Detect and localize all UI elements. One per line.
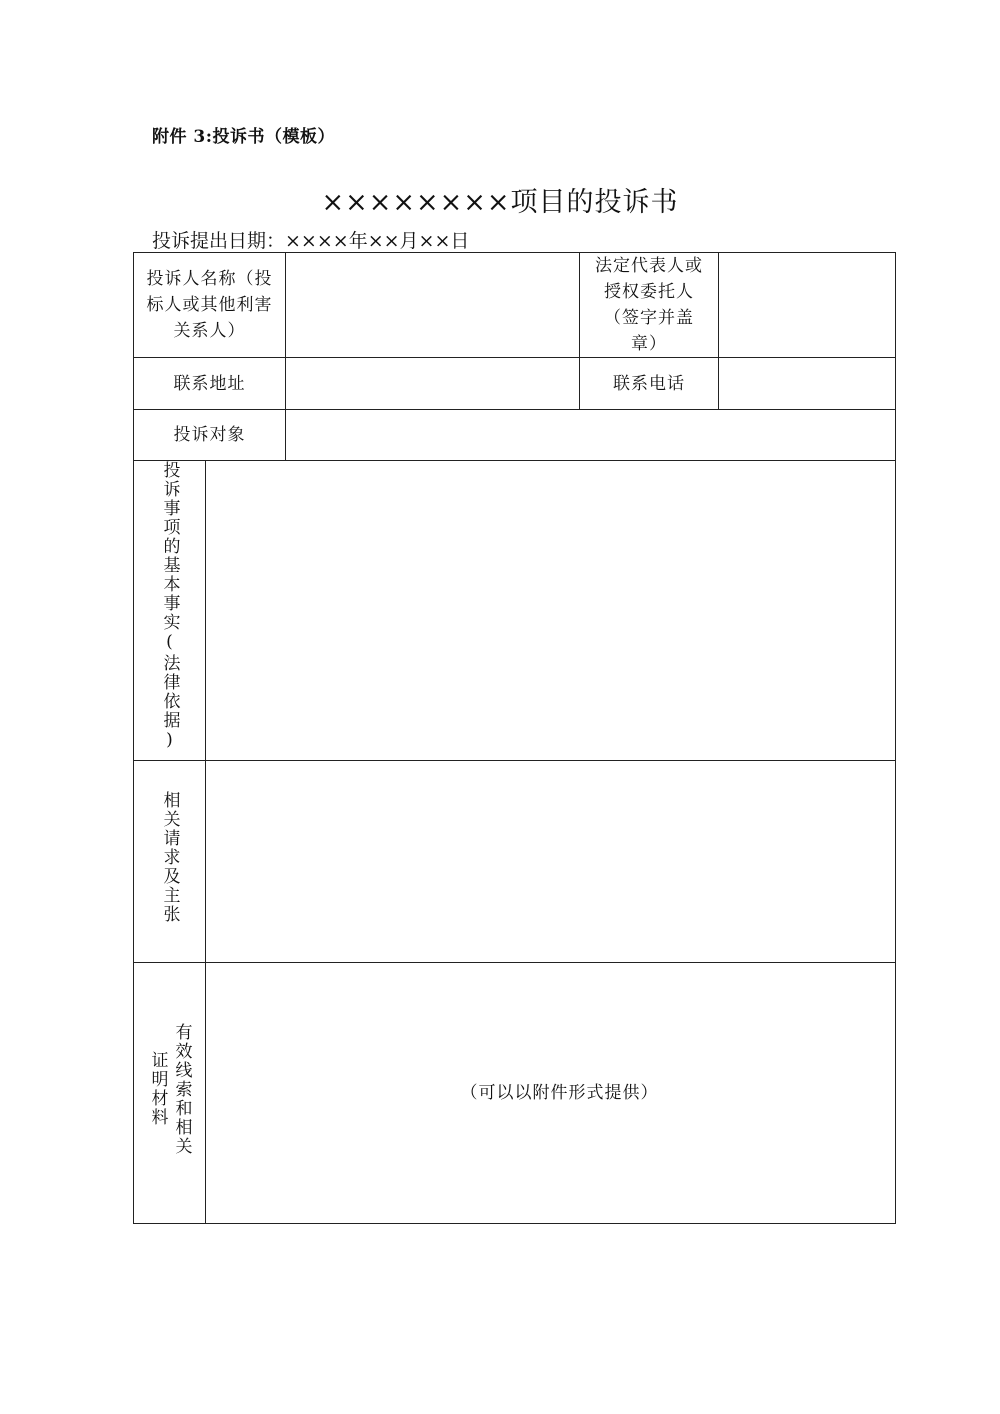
address-label-cell <box>134 358 286 410</box>
evidence-label-cell <box>134 963 206 1224</box>
row-evidence <box>134 963 896 1224</box>
complainant-name-label: 投诉人名称（投标人或其他利害关系人） <box>146 269 273 341</box>
evidence-label: 有效线索和相关证明材料 <box>147 1022 192 1156</box>
complaint-target-field[interactable] <box>286 410 896 461</box>
legal-rep-field[interactable] <box>719 253 896 358</box>
evidence-field[interactable] <box>206 963 896 1224</box>
basic-facts-field[interactable] <box>206 461 896 761</box>
complaint-form-table <box>133 252 896 1224</box>
complainant-name-label-cell <box>134 253 286 358</box>
submission-date-value: ××××年××月××日 <box>285 230 470 252</box>
row-complainant <box>134 253 896 358</box>
legal-rep-label: 法定代表人或授权委托人（签字并盖章） <box>595 256 703 354</box>
evidence-hint: （可以以附件形式提供） <box>460 1083 659 1103</box>
requests-field[interactable] <box>206 761 896 963</box>
row-basic-facts <box>134 461 896 761</box>
legal-rep-label-cell <box>580 253 719 358</box>
complaint-target-label-cell <box>134 410 286 461</box>
row-requests <box>134 761 896 963</box>
row-contact <box>134 358 896 410</box>
basic-facts-label: 投诉事项的基本事实(法律依据) <box>159 461 180 752</box>
address-label: 联系地址 <box>173 373 246 394</box>
document-title: ××××××××项目的投诉书 <box>321 187 679 218</box>
submission-date-line <box>152 226 469 253</box>
complaint-target-label: 投诉对象 <box>173 425 246 445</box>
requests-label-cell <box>134 761 206 963</box>
submission-date-label: 投诉提出日期： <box>152 230 286 252</box>
attachment-label: 附件 3:投诉书（模板） <box>152 127 336 147</box>
complainant-name-field[interactable] <box>286 253 580 358</box>
phone-label-cell <box>580 358 719 410</box>
phone-label: 联系电话 <box>613 373 685 394</box>
requests-label: 相关请求及主张 <box>159 791 180 924</box>
phone-field[interactable] <box>719 358 896 410</box>
basic-facts-label-cell <box>134 461 206 761</box>
address-field[interactable] <box>286 358 580 410</box>
row-target <box>134 410 896 461</box>
